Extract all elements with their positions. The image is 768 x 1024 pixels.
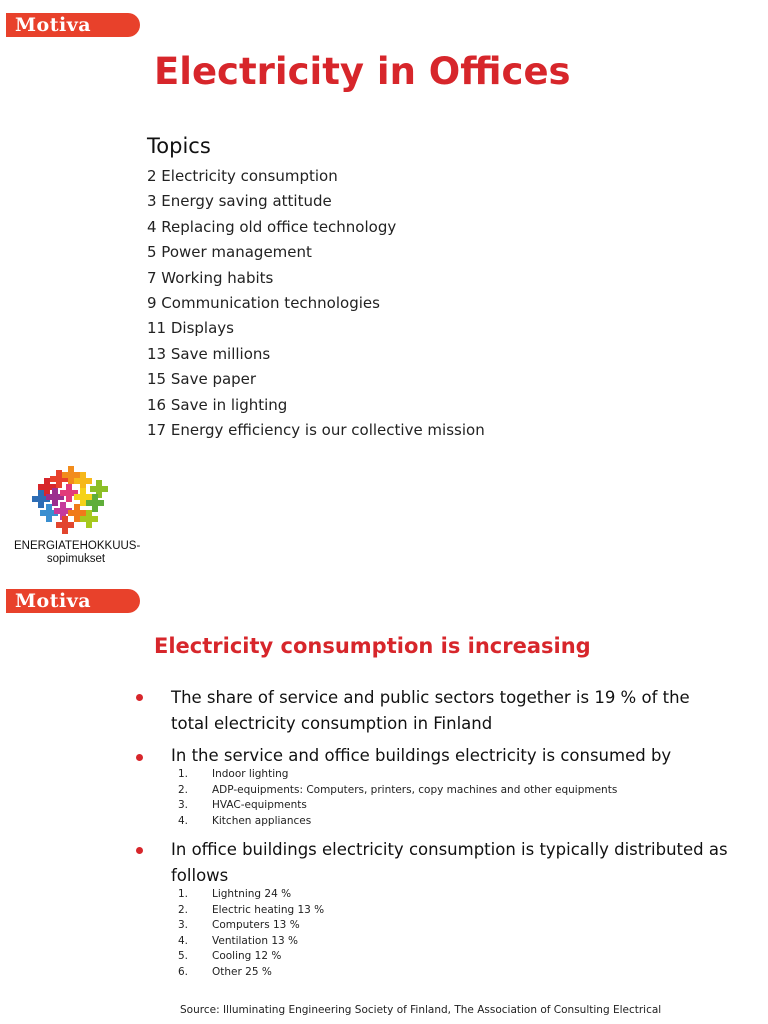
list-item (178, 814, 617, 830)
list-text: HVAC-equipments (212, 799, 307, 811)
topic-item: 3 Energy saving attitude (147, 192, 332, 211)
topic-item: 7 Working habits (147, 268, 274, 287)
list-text: ADP-equipments: Computers, printers, copy machines and other equipments (212, 783, 618, 796)
list-item (178, 934, 324, 950)
topic-item: 15 Save paper (147, 370, 257, 389)
bullet-text: In the service and office buildings electricity is consumed by (171, 746, 672, 765)
list-text: Kitchen appliances (212, 814, 312, 827)
list-text: Ventilation 13 % (212, 934, 298, 947)
list-number: 2. (178, 903, 189, 916)
topic-item: 4 Replacing old office technology (147, 217, 397, 236)
puzzle-logo-icon (30, 466, 120, 536)
topic-item: 5 Power management (147, 243, 312, 262)
list-number: 6. (178, 965, 189, 978)
topic-item: 9 Communication technologies (147, 293, 380, 312)
list-number: 3. (178, 799, 189, 811)
list-text: Electric heating 13 % (212, 903, 325, 916)
bullet-icon (136, 847, 143, 854)
list-item (178, 965, 324, 981)
slide-title: Electricity consumption is increasing (154, 634, 591, 658)
list-item (178, 918, 324, 934)
topic-item: 17 Energy efficiency is our collective mission (147, 420, 485, 439)
list-text: Indoor lighting (212, 768, 289, 780)
bullet-text: In office buildings electricity consumption is typically distributed as follows (171, 840, 728, 885)
list-number: 4. (178, 934, 189, 947)
motiva-logo: Motiva (6, 589, 140, 613)
list-number: 1. (178, 768, 189, 780)
list-number: 4. (178, 814, 189, 827)
bullet-icon (136, 694, 143, 701)
topic-item: 2 Electricity consumption (147, 167, 338, 185)
list-item (178, 903, 324, 919)
topic-item: 16 Save in lighting (147, 395, 288, 414)
list-item (178, 887, 324, 903)
list-number: 2. (178, 783, 189, 796)
list-item (178, 767, 617, 783)
list-text: Cooling 12 % (212, 950, 282, 962)
list-number: 3. (178, 919, 189, 931)
motiva-logo: Motiva (6, 13, 140, 37)
list-text: Other 25 % (212, 965, 272, 978)
agreement-logo-line1: ENERGIATEHOKKUUS- (14, 540, 141, 552)
consumer-list (178, 767, 617, 829)
list-text: Lightning 24 % (212, 888, 292, 900)
topics-list (147, 165, 485, 444)
topic-item: 13 Save millions (147, 344, 271, 363)
topic-item: 11 Displays (147, 319, 234, 338)
distribution-list (178, 887, 324, 980)
list-item (178, 783, 617, 799)
page-title: Electricity in Offices (154, 50, 571, 93)
list-item (178, 949, 324, 965)
list-number: 1. (178, 888, 189, 900)
list-text: Computers 13 % (212, 919, 300, 931)
bullet-text: The share of service and public sectors together is 19 % of the total electricity consumption in Finland (171, 688, 690, 733)
agreement-logo-text (14, 540, 141, 566)
list-number: 5. (178, 950, 189, 962)
list-item (178, 798, 617, 814)
topics-heading: Topics (147, 134, 211, 158)
bullet-icon (136, 754, 143, 761)
source-note: Source: Illuminating Engineering Society of Finland, The Association of Consulting Electrical (180, 1004, 662, 1016)
agreement-logo-line2: sopimukset (46, 553, 106, 565)
